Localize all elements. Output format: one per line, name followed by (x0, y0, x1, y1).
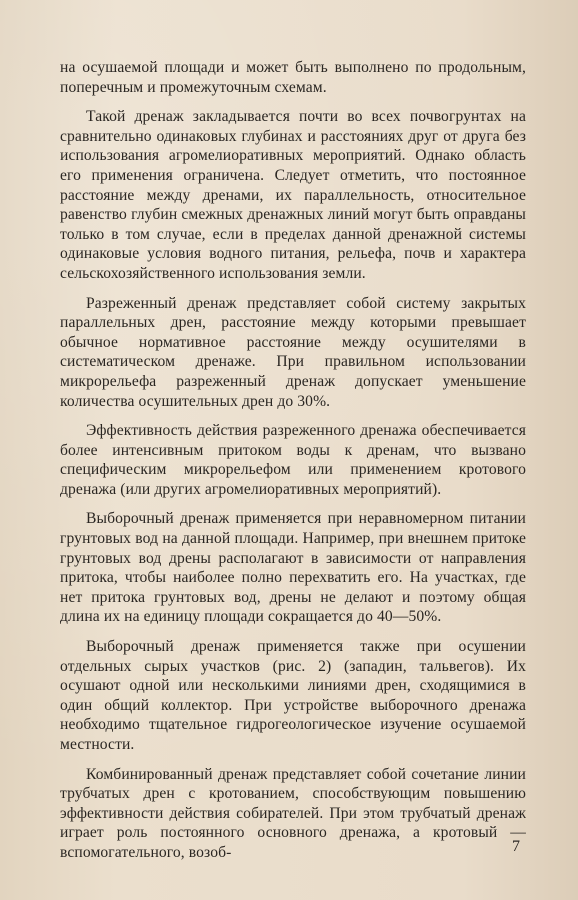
paragraph-continuation: на осушаемой площади и может быть выполнено по продольным, поперечным и промежуточным схемам. (60, 59, 526, 96)
paragraph-uniform-drainage: Такой дренаж закладывается почти во всех почвогрунтах на сравнительно одинаковых глубинах и расстояниях друг от друга без использования агромелиоративных мероприятий. Однако область его применения ограничена. Следует отметить, что постоянное расстояние между дренами, их параллельность, относительное равенство глубин смежных дренажных линий могут быть оправданы только в том случае, если в пределах данной дренажной системы одинаковые условия водного питания, рельефа, почв и характера сельскохозяйственного использования земли. (60, 108, 526, 282)
page-number: 7 (512, 838, 520, 855)
paragraph-combined-drainage: Комбинированный дренаж представляет собой сочетание линии трубчатых дрен с кротованием, способствующим повышению эффективности действия собирателей. При этом трубчатый дренаж играет роль постоянного основного дренажа, а кротовый — вспомогательного, возоб- (60, 765, 526, 861)
paragraph-sparse-efficiency: Эффективность действия разреженного дренажа обеспечивается более интенсивным притоком воды к дренам, что вызвано специфическим микрорельефом или применением кротового дренажа (или других агромелиоративных мероприятий). (60, 422, 526, 498)
paragraph-sparse-drainage: Разреженный дренаж представляет собой систему закрытых параллельных дрен, расстояние между которыми превышает обычное нормативное расстояние между осушителями в систематическом дренаже. При правильном использовании микрорельефа разреженный дренаж допускает уменьшение количества осушительных дрен до 30%. (60, 294, 526, 410)
paragraph-selective-wet-areas: Выборочный дренаж применяется также при осушении отдельных сырых участков (рис. 2) (западин, тальвегов). Их осушают одной или несколькими линиями дрен, сходящимися в один общий коллектор. При устройстве выборочного дренажа необходимо тщательное гидрогеологическое изучение осушаемой местности. (60, 638, 526, 753)
paragraph-selective-drainage: Выборочный дренаж применяется при неравномерном питании грунтовых вод на данной площади. Например, при внешнем притоке грунтовых вод дрены располагают в зависимости от направления притока, чтобы наиболее полно перехватить его. На участках, где нет притока грунтовых вод, дрены не делают и поэтому общая длина их на единицу площади сокращается до 40—50%. (60, 510, 526, 626)
